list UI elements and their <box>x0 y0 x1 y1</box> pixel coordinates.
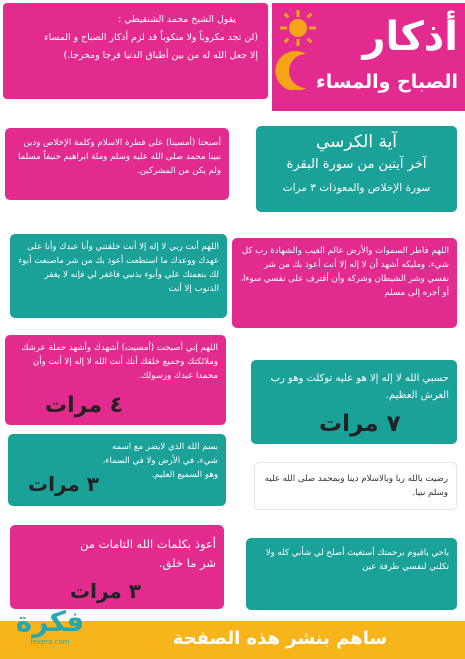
card-sayyid-istighfar <box>10 234 227 318</box>
card-ashhadu-count: ٤ مرات <box>45 393 124 418</box>
card-faater <box>232 238 457 328</box>
card-bismillah <box>8 434 226 506</box>
card-yahayyu-text: ياحي ياقيوم برحمتك أستغيث أصلح لي شأني كله ولا تكلني لنفسي طرفة عين <box>265 548 449 572</box>
card-hasbi <box>251 360 457 444</box>
card-kalimat-count: ٣ مرات <box>70 579 141 603</box>
quote-block <box>3 3 268 99</box>
card-radeet <box>254 462 457 510</box>
card-bismillah-text: بسم الله الذي لايضر مع اسمه شيء، في الأرض ولا في السماء، وهو السميع العليم. <box>102 442 218 480</box>
card-hasbi-count: ٧ مرات <box>319 411 401 437</box>
card-ayat-kursi-line1: آية الكرسي <box>315 132 398 152</box>
page-subtitle: الصباح والمساء <box>316 71 458 93</box>
quote-line-2: إلا جعل الله له من بين أطباق الدنيا فرجا ومخرجا.) <box>63 50 258 61</box>
site-logo-subtext: fekera.com <box>30 638 70 646</box>
card-ayat-kursi <box>256 126 457 212</box>
card-radeet-text: رضيت بالله ربا وبالاسلام دينا وبمحمد صلى الله عليه وسلم نبيا. <box>264 474 448 498</box>
page-title: أذكار <box>362 14 458 60</box>
quote-line-1: (لن تجد مكروباً ولا منكوباً قد لزم أذكار الصباح و المساء <box>44 32 258 43</box>
card-sayyid-text: اللهم أنت ربي لا إله إلا أنت خلقتني وأنا عبدك وأنا على عهدك ووعدك ما استطعت أعوذ بك من شر ماصنعت أبوء لك بنعمتك علي وأبوء بذنبي فاغفر لي فإنه لا يغفر الذنوب إلا أنت <box>18 242 219 294</box>
footer-share-text: ساهم بنشر هذه الصفحة <box>172 628 388 649</box>
card-fitra <box>5 128 229 200</box>
card-bismillah-count: ٣ مرات <box>28 472 99 496</box>
card-ashhadu-text: اللهم إني أصبحت (أمسيت) أشهدك وأشهد حملة عرشك وملائكتك وجميع خلقك أنك أنت الله لا إله إلا أنت وأن محمدا عبدك ورسولك. <box>21 343 218 381</box>
card-ashhadu <box>5 335 226 425</box>
card-fitra-text: أصبحنا (أمسينا) على فطرة الاسلام وكلمة الإخلاص ودين نبينا محمد صلى الله عليه وسلم وملة ابراهيم حنيفاً مسلما ولم يكن من المشركين. <box>18 138 221 176</box>
card-kalimat-text: أعوذ بكلمات الله التامات من شر ما خلق. <box>80 537 216 570</box>
card-yahayyu <box>246 538 457 610</box>
card-ayat-kursi-line2: آخر آيتين من سورة البقرة <box>286 157 427 172</box>
site-logo-text: فكرة <box>15 605 85 638</box>
card-kalimat <box>10 525 224 609</box>
card-ayat-kursi-line3: سورة الإخلاص والمعوذات ٣ مرات <box>282 182 431 194</box>
quote-author: يقول الشيخ محمد الشنقيطي : <box>118 14 236 25</box>
card-faater-text: اللهم فاطر السموات والأرض عالم الغيب والشهادة رب كل شيء، ومليكه أشهد أن لا إله إلا أنت أعوذ بك من شر نفسي وشر الشيطان وشركه وأن أقترف على نفسي سوءا، أو أجره إلى مسلم <box>240 246 449 298</box>
site-logo <box>4 606 96 656</box>
card-hasbi-text: حسبي الله لا إله إلا هو عليه توكلت وهو رب العرش العظيم. <box>270 373 449 401</box>
